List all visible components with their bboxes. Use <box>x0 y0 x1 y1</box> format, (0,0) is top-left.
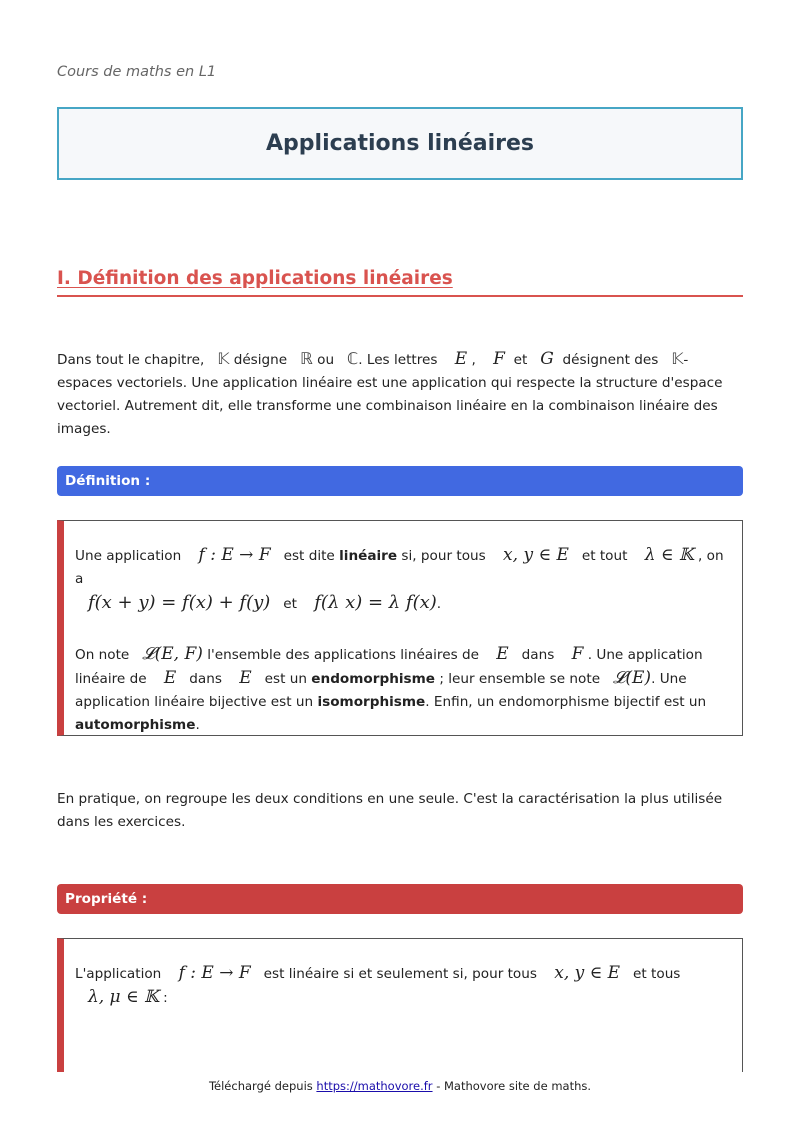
def-keyword-endomorphisme: endomorphisme <box>311 671 436 687</box>
math-vars: x, y ∈ E <box>503 545 569 565</box>
math-map: f : E → F <box>178 963 251 983</box>
prop-text: est linéaire si et seulement si, pour tous <box>263 966 542 982</box>
def-text: et tout <box>581 548 632 564</box>
def-text: ; leur ensemble se note <box>435 671 605 687</box>
intro-text: -espaces vectoriels. Une application linéaire est une application qui respecte la structure d'espace vectoriel. Autrement dit, elle transforme une combinaison linéaire en la combinaison linéaire des images. <box>57 352 723 437</box>
section-heading <box>57 268 743 297</box>
def-text: . <box>195 717 200 733</box>
def-text: dans <box>189 671 227 687</box>
math-F: F <box>571 644 584 664</box>
math-lambdas: λ, μ ∈ 𝕂 <box>87 987 159 1007</box>
page-footer <box>0 1079 800 1093</box>
math-K: 𝕂 <box>671 349 684 368</box>
def-text: . Enfin, un endomorphisme bijectif est un <box>425 694 707 710</box>
math-E: E <box>496 644 509 664</box>
page-title: Applications linéaires <box>266 131 534 156</box>
course-kicker: Cours de maths en L1 <box>57 64 217 80</box>
def-text: . <box>436 596 442 612</box>
math-E: E <box>454 349 468 369</box>
intro-text: désignent des <box>562 352 663 368</box>
intro-text: ou <box>317 352 339 368</box>
math-vars: x, y ∈ E <box>554 963 621 983</box>
math-eq-additivity: f(x + y) = f(x) + f(y) <box>87 592 271 613</box>
def-keyword-automorphisme: automorphisme <box>75 717 196 733</box>
math-LEF: 𝓛(E, F) <box>142 644 203 664</box>
property-band <box>57 884 743 914</box>
definition-label: Définition : <box>65 473 151 489</box>
math-E: E <box>163 668 177 688</box>
def-text: Une application <box>75 548 186 564</box>
definition-paragraph-1 <box>75 544 730 616</box>
def-text: est un <box>264 671 312 687</box>
def-text: est dite <box>283 548 340 564</box>
section-title: I. Définition des applications linéaires <box>57 268 453 289</box>
math-lambda: λ ∈ 𝕂 <box>644 545 694 565</box>
intro-text: , <box>467 352 481 368</box>
footer-link[interactable]: https://mathovore.fr <box>316 1079 433 1093</box>
property-box <box>57 938 743 1072</box>
definition-band <box>57 466 743 496</box>
intro-paragraph <box>57 347 743 441</box>
def-text: , on a <box>75 548 724 587</box>
intro-text: désigne <box>233 352 292 368</box>
def-text: On note <box>75 647 134 663</box>
def-text: dans <box>521 647 559 663</box>
property-label: Propriété : <box>65 891 148 907</box>
prop-text: L'application <box>75 966 166 982</box>
math-F: F <box>493 349 505 369</box>
prop-text: et tous <box>633 966 681 982</box>
def-keyword-lineaire: linéaire <box>339 548 398 564</box>
def-text: si, pour tous <box>397 548 491 564</box>
math-E: E <box>239 668 252 688</box>
definition-box <box>57 520 743 736</box>
prop-text: : <box>158 990 168 1006</box>
property-paragraph <box>75 962 730 1010</box>
intro-text: Dans tout le chapitre, <box>57 352 209 368</box>
math-LE: 𝓛(E) <box>613 668 652 688</box>
math-G: G <box>540 349 554 369</box>
intro-text: et <box>513 352 532 368</box>
def-text: . Une application linéaire bijective est un <box>75 671 687 710</box>
def-keyword-isomorphisme: isomorphisme <box>317 694 426 710</box>
intro-text: . Les lettres <box>358 352 442 368</box>
definition-paragraph-2 <box>75 643 730 737</box>
math-map: f : E → F <box>198 545 271 565</box>
def-text: l'ensemble des applications linéaires de <box>207 647 484 663</box>
math-R: ℝ <box>300 349 313 368</box>
title-box <box>57 107 743 180</box>
math-eq-homogeneity: f(λ x) = λ f(x) <box>314 592 437 613</box>
math-K: 𝕂 <box>217 349 230 368</box>
math-C: ℂ <box>347 349 359 368</box>
def-text: et <box>283 596 302 612</box>
practice-paragraph: En pratique, on regroupe les deux conditions en une seule. C'est la caractérisation la plus utilisée dans les exercices. <box>57 791 723 830</box>
footer-text: - Mathovore site de maths. <box>432 1079 592 1093</box>
footer-text: Téléchargé depuis <box>208 1079 317 1093</box>
def-text: . Une application linéaire de <box>75 647 703 687</box>
